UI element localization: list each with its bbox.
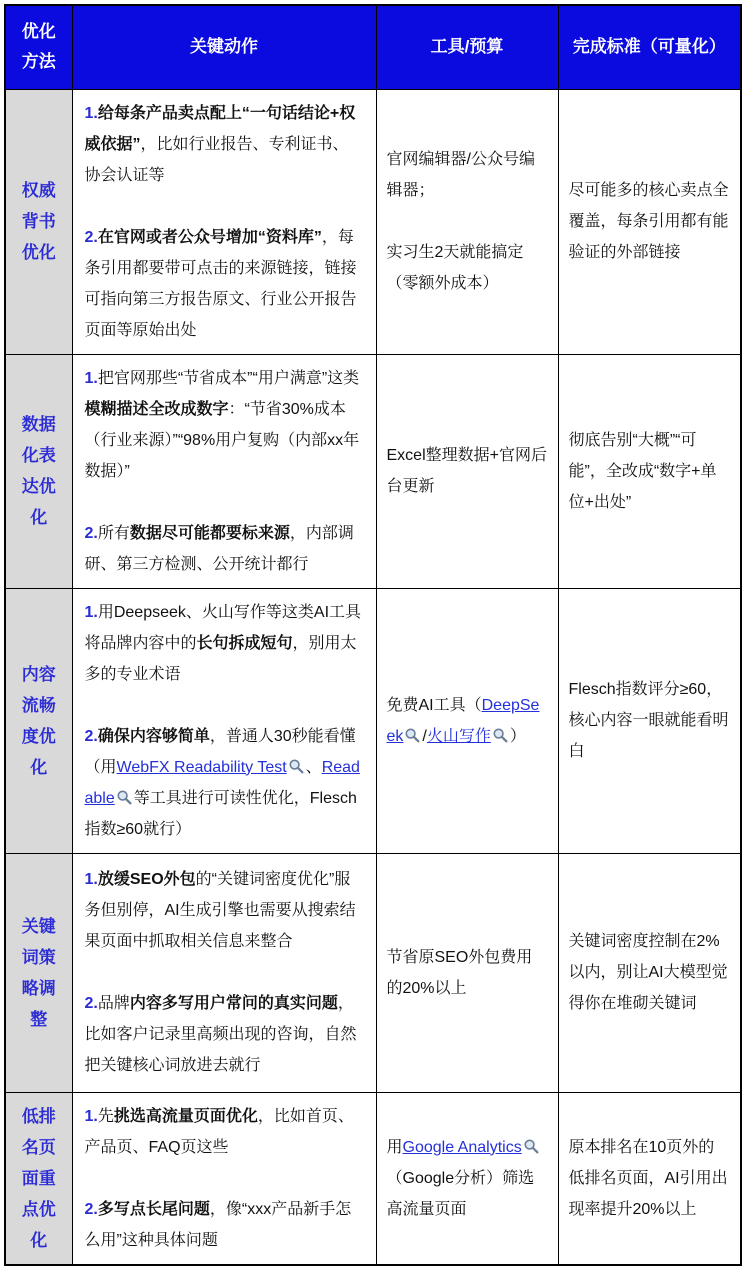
item-number: 2. xyxy=(84,995,98,1012)
tools-cell xyxy=(376,354,558,588)
google-analytics-link[interactable]: Google Analytics xyxy=(402,1138,522,1156)
method-label: 数据化表达优化 xyxy=(21,415,56,527)
webfx-readability-test-link[interactable]: WebFX Readability Test xyxy=(116,758,287,776)
text-run: 用 xyxy=(386,1138,403,1156)
col-header-method: 优化方法 xyxy=(5,5,72,89)
text-run: Excel整理数据+官网后台更新 xyxy=(386,447,547,495)
text-run: 的“关键词密度优化”服务但别停，AI生成引擎也需要从搜索结果页面中抓取相关信息来整合 xyxy=(84,871,356,950)
search-icon xyxy=(288,755,305,772)
header-row xyxy=(5,5,741,89)
text-run: ） xyxy=(509,727,526,745)
paragraph xyxy=(569,1132,731,1225)
item-number: 1. xyxy=(84,369,98,387)
paragraph xyxy=(387,690,548,752)
item-number: 1. xyxy=(84,603,98,621)
table-row xyxy=(5,853,741,1092)
text-run: ，普通人30秒能看懂（用 xyxy=(84,727,356,776)
text-run: ，内部调研、第三方检测、公开统计都行 xyxy=(84,524,354,573)
tools-cell xyxy=(376,89,558,354)
paragraph xyxy=(85,1101,364,1163)
paragraph xyxy=(569,674,731,767)
tools-cell xyxy=(376,1092,558,1265)
actions-cell xyxy=(72,588,376,853)
readable-link[interactable]: Readable xyxy=(84,758,360,807)
method-cell xyxy=(5,853,72,1092)
bold-text: 放缓SEO外包 xyxy=(97,871,196,888)
text-run: ，比如客户记录里高频出现的咨询，自然把关键核心词放进去就行 xyxy=(84,995,357,1074)
text-run: 实习生2天就能搞定（零额外成本） xyxy=(386,244,524,292)
item-number: 2. xyxy=(84,524,98,542)
item-number: 1. xyxy=(84,1107,98,1125)
text-run: 等工具进行可读性优化，Flesch指数≥60就行） xyxy=(84,789,357,838)
text-run: 尽可能多的核心卖点全覆盖，每条引用都有能验证的外部链接 xyxy=(568,182,729,261)
text-run: ：“节省30%成本（行业来源）”“98%用户复购（内部xx年数据）” xyxy=(84,400,360,480)
method-label: 关键词策略调整 xyxy=(21,916,56,1029)
text-run: / xyxy=(422,727,427,745)
text-run: 官网编辑器/公众号编辑器； xyxy=(386,151,535,199)
standard-cell xyxy=(558,588,741,853)
text-run: 关键词密度控制在2%以内，别让AI大模型觉得你在堆砌关键词 xyxy=(568,933,728,1012)
text-run: 免费AI工具（ xyxy=(386,696,482,714)
bold-text: 在官网或者公众号增加“资料库” xyxy=(97,228,322,246)
text-run: 先 xyxy=(97,1107,114,1125)
actions-cell xyxy=(72,354,376,588)
col-header-tools: 工具/预算 xyxy=(376,5,558,89)
item-number: 2. xyxy=(84,727,98,745)
text-run: 用Deepseek、火山写作等这类AI工具将品牌内容中的 xyxy=(84,603,362,652)
table-row xyxy=(5,1092,741,1265)
paragraph xyxy=(85,222,364,346)
bold-text: 确保内容够简单 xyxy=(97,727,210,745)
item-number: 2. xyxy=(84,1200,98,1218)
method-cell xyxy=(5,588,72,853)
item-number: 2. xyxy=(84,228,98,246)
text-run: ，别用太多的专业术语 xyxy=(84,634,357,683)
table-row xyxy=(5,89,741,354)
search-icon xyxy=(404,724,421,741)
paragraph xyxy=(569,175,731,268)
paragraph xyxy=(85,597,364,690)
text-run: 把官网那些“节省成本”“用户满意”这类 xyxy=(97,369,360,387)
actions-cell xyxy=(72,853,376,1092)
huoshan-writing-link[interactable]: 火山写作 xyxy=(426,727,491,745)
text-run: 原本排名在10页外的低排名页面，AI引用出现率提升20%以上 xyxy=(568,1138,728,1218)
text-run: 所有 xyxy=(97,524,130,542)
paragraph xyxy=(85,518,364,580)
text-run: （Google分析）筛选高流量页面 xyxy=(386,1169,535,1218)
paragraph xyxy=(387,144,548,206)
bold-text: 内容多写用户常问的真实问题 xyxy=(129,995,338,1012)
bold-text: 挑选高流量页面优化 xyxy=(113,1107,258,1125)
paragraph xyxy=(387,440,548,502)
text-run: ，像“xxx产品新手怎么用”这种具体问题 xyxy=(84,1200,352,1249)
paragraph xyxy=(387,1132,548,1225)
table-row xyxy=(5,588,741,853)
optimization-table xyxy=(4,4,742,1266)
text-run: 品牌 xyxy=(97,995,130,1012)
method-label: 内容流畅度优化 xyxy=(21,664,56,777)
item-number: 1. xyxy=(84,104,98,122)
paragraph xyxy=(569,926,731,1019)
paragraph xyxy=(569,425,731,518)
method-cell xyxy=(5,1092,72,1265)
bold-text: 长句拆成短句 xyxy=(196,634,293,652)
paragraph xyxy=(387,942,548,1004)
text-run: 节省原SEO外包费用的20%以上 xyxy=(386,948,533,997)
col-header-actions: 关键动作 xyxy=(72,5,376,89)
tools-cell xyxy=(376,588,558,853)
item-number: 1. xyxy=(84,871,98,888)
method-label: 权威背书优化 xyxy=(21,181,56,262)
deepseek-link[interactable]: DeepSeek xyxy=(386,696,540,745)
standard-cell xyxy=(558,1092,741,1265)
bold-text: 多写点长尾问题 xyxy=(97,1200,210,1218)
bold-text: 模糊描述全改成数字 xyxy=(84,400,229,418)
text-run: 彻底告别“大概”“可能”，全改成“数字+单位+出处” xyxy=(568,431,717,511)
paragraph xyxy=(85,1194,364,1256)
search-icon xyxy=(492,724,509,741)
actions-cell xyxy=(72,89,376,354)
standard-cell xyxy=(558,89,741,354)
text-run: 、 xyxy=(305,758,322,776)
actions-cell xyxy=(72,1092,376,1265)
tools-cell xyxy=(376,853,558,1092)
paragraph xyxy=(85,864,364,957)
method-label: 低排名页面重点优化 xyxy=(21,1106,56,1250)
text-run: ，每条引用都要带可点击的来源链接，链接可指向第三方报告原文、行业公开报告页面等原始出处 xyxy=(84,228,357,339)
text-run: ，比如首页、产品页、FAQ页这些 xyxy=(84,1107,354,1156)
method-cell xyxy=(5,89,72,354)
paragraph xyxy=(85,721,364,845)
paragraph xyxy=(387,237,548,299)
paragraph xyxy=(85,98,364,191)
col-header-standard: 完成标准（可量化） xyxy=(558,5,741,89)
method-cell xyxy=(5,354,72,588)
table-row xyxy=(5,354,741,588)
search-icon xyxy=(523,1135,540,1152)
search-icon xyxy=(116,786,133,803)
standard-cell xyxy=(558,354,741,588)
standard-cell xyxy=(558,853,741,1092)
bold-text: 给每条产品卖点配上“一句话结论+权威依据” xyxy=(84,104,356,153)
paragraph xyxy=(85,363,364,487)
text-run: Flesch指数评分≥60，核心内容一眼就能看明白 xyxy=(568,681,729,760)
paragraph xyxy=(85,988,364,1081)
text-run: ，比如行业报告、专利证书、协会认证等 xyxy=(84,135,349,184)
bold-text: 数据尽可能都要标来源 xyxy=(129,524,290,542)
